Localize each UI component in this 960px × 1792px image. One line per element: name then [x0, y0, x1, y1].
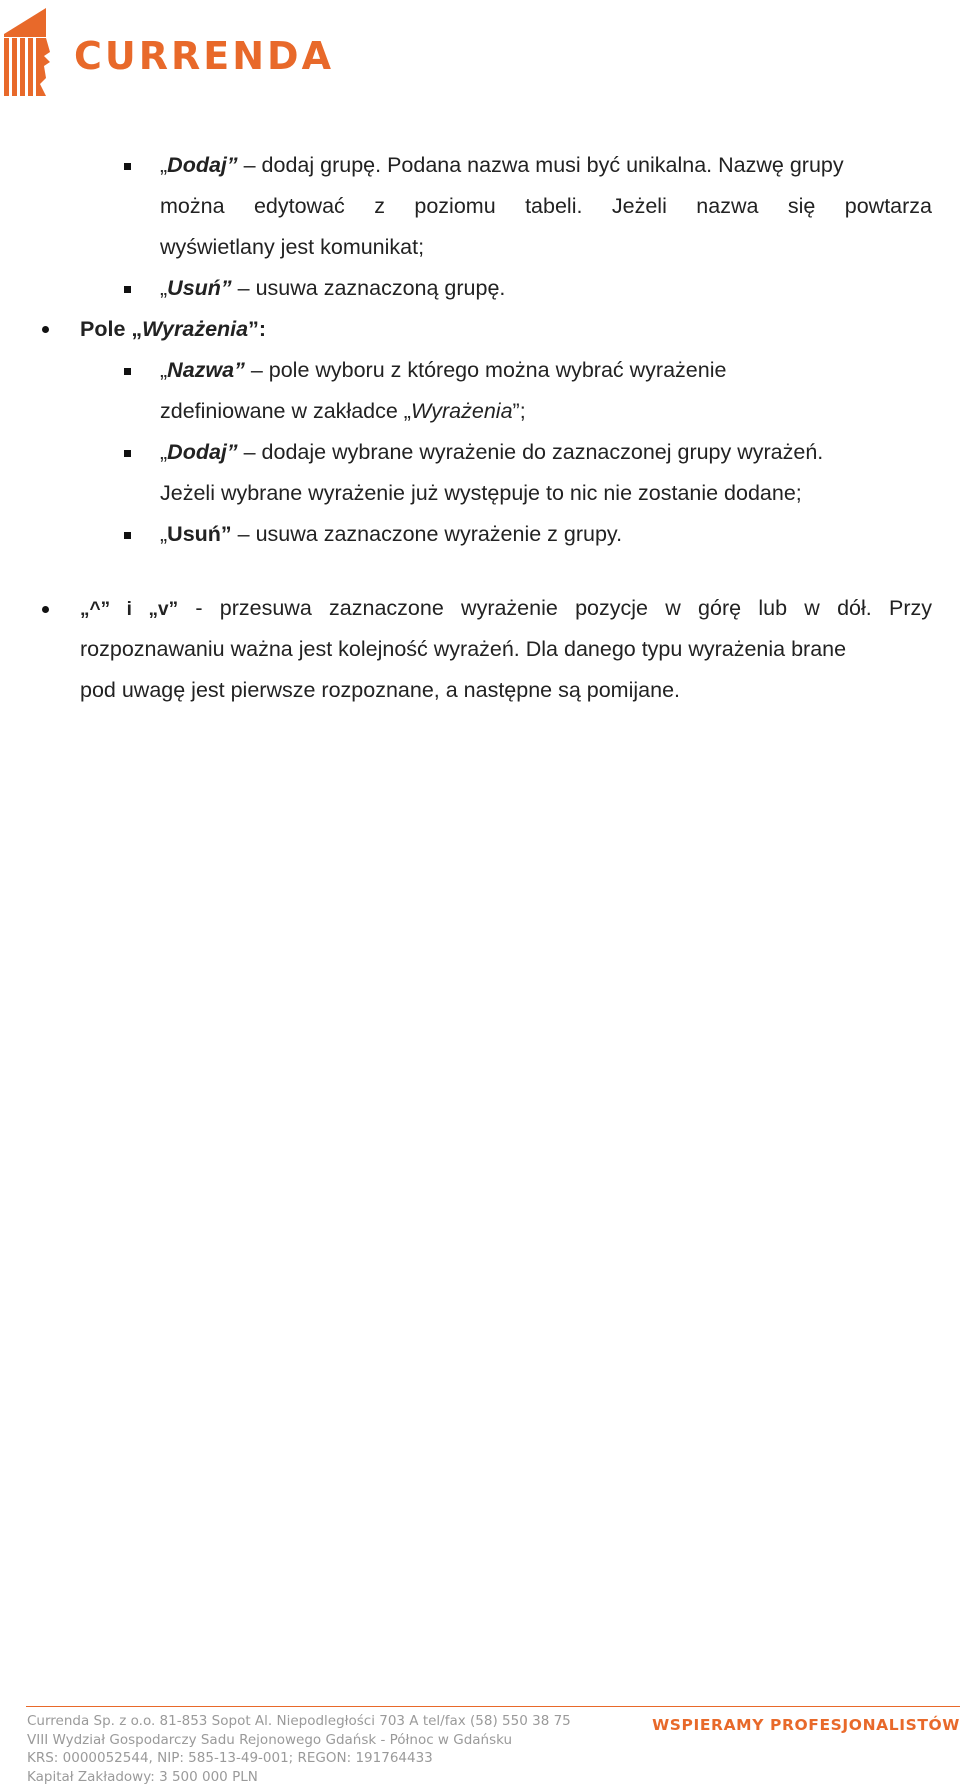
company-address: Currenda Sp. z o.o. 81-853 Sopot Al. Niepodległości 703 A tel/fax (58) 550 38 75 [27, 1713, 571, 1729]
close-quote: ”: [248, 317, 267, 341]
page-footer [0, 1700, 960, 1792]
square-bullet-icon [124, 368, 131, 375]
term-nazwa: Nazwa” [167, 358, 245, 382]
item-text: - przesuwa zaznaczone wyrażenie pozycje w górę lub w dół. Przy [178, 596, 932, 620]
open-quote: „ [160, 276, 168, 300]
item-text: – dodaje wybrane wyrażenie do zaznaczonej grupy wyrażeń. [237, 440, 824, 464]
term-wyrazenia: Wyrażenia [142, 317, 249, 341]
item-text: – usuwa zaznaczone wyrażenie z grupy. [231, 522, 623, 546]
term-usun: Usuń” [167, 522, 232, 546]
open-quote: „ [160, 153, 168, 177]
item-text: – pole wyboru z którego można wybrać wyrażenie [244, 358, 727, 382]
list-item-nazwa [160, 350, 726, 391]
term-usun: Usuń” [167, 276, 232, 300]
list-item-dodaj-wyrazenie [160, 432, 823, 473]
square-bullet-icon [124, 163, 131, 170]
list-item-przesuwa [80, 588, 932, 629]
item-text: zdefiniowane w zakładce „ [160, 399, 411, 423]
list-item-usun-wyrazenie [160, 514, 622, 555]
list-item-usun-grupe [160, 268, 505, 309]
page-header [0, 0, 960, 110]
item-text: – usuwa zaznaczoną grupę. [231, 276, 506, 300]
item-text: – dodaj grupę. Podana nazwa musi być unikalna. Nazwę grupy [237, 153, 844, 177]
square-bullet-icon [124, 450, 131, 457]
square-bullet-icon [124, 532, 131, 539]
open-quote: „ [160, 358, 168, 382]
brand-logo-text: CURRENDA [74, 34, 334, 78]
item-text-line2: rozpoznawaniu ważna jest kolejność wyrażeń. Dla danego typu wyrażenia brane [80, 637, 847, 661]
term-dodaj: Dodaj” [167, 440, 238, 464]
item-text-line2: można edytować z poziomu tabeli. Jeżeli nazwa się powtarza [160, 194, 932, 218]
footer-tagline: WSPIERAMY PROFESJONALISTÓW [652, 1716, 960, 1734]
arrow-keys-label: „^” i „v” [80, 599, 179, 620]
company-capital: Kapitał Zakładowy: 3 500 000 PLN [27, 1768, 258, 1785]
company-registry: KRS: 0000052544, NIP: 585-13-49-001; REGON: 191764433 [27, 1750, 433, 1766]
open-quote: „ [131, 317, 143, 341]
open-quote: „ [160, 522, 168, 546]
item-text: ”; [512, 399, 526, 423]
company-court: VIII Wydział Gospodarczy Sadu Rejonowego Gdańsk - Północ w Gdańsku [27, 1731, 513, 1748]
item-text-line3: wyświetlany jest komunikat; [160, 235, 425, 259]
pole-label: Pole [80, 317, 132, 341]
list-item-dodaj-grupe [160, 145, 844, 186]
section-pole-wyrazenia [80, 309, 266, 350]
item-text-line2: Jeżeli wybrane wyrażenie już występuje to nic nie zostanie dodane; [160, 481, 802, 505]
company-info [27, 1712, 571, 1786]
round-bullet-icon [42, 606, 49, 613]
footer-divider [26, 1706, 960, 1707]
open-quote: „ [160, 440, 168, 464]
square-bullet-icon [124, 286, 131, 293]
item-text-line3: pod uwagę jest pierwsze rozpoznane, a następne są pomijane. [80, 678, 680, 702]
round-bullet-icon [42, 326, 49, 333]
item-text-line2 [160, 391, 526, 432]
term-dodaj: Dodaj” [167, 153, 238, 177]
currenda-column-icon [0, 4, 54, 105]
term-wyrazenia-tab: Wyrażenia [410, 399, 513, 423]
